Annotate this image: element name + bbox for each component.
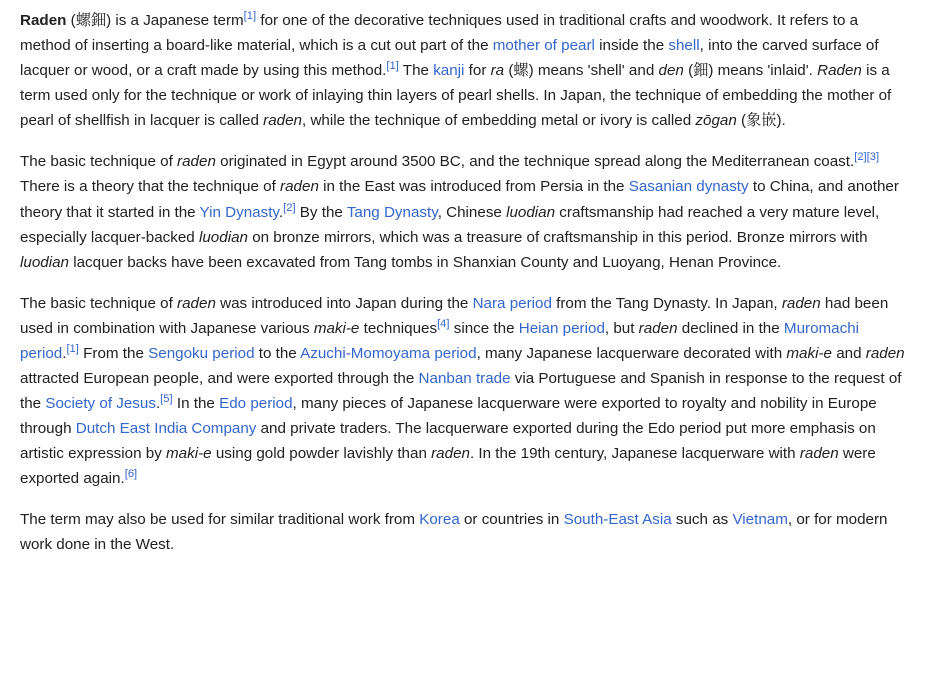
body-text: ). xyxy=(776,112,786,130)
body-text: The term may also be used for similar traditional work from xyxy=(20,511,420,529)
body-text: on bronze mirrors, which was a treasure of craftsmanship in this period. Bronze mirrors with xyxy=(247,228,868,246)
wiki-link[interactable]: shell xyxy=(668,37,700,55)
paragraph xyxy=(20,291,907,492)
term-italic: raden xyxy=(638,319,678,337)
paragraph xyxy=(20,8,907,133)
body-text: ( xyxy=(683,62,694,80)
body-text: ( xyxy=(66,12,76,29)
term-italic: den xyxy=(658,62,684,80)
reference-link[interactable]: [1] xyxy=(66,342,79,355)
body-text: craftsmanship had reached a very mature level, especially lacquer-backed xyxy=(20,203,880,246)
body-text: By the xyxy=(295,203,347,221)
reference-link[interactable]: [1] xyxy=(386,60,399,73)
wiki-link[interactable]: Dutch East India Company xyxy=(75,420,257,438)
paragraph xyxy=(20,507,907,557)
body-text: and private traders. The lacquerware exported during the Edo period put more emphasis on artistic expression by xyxy=(20,420,876,463)
wiki-link[interactable]: Heian period xyxy=(518,319,605,337)
body-text: . xyxy=(155,395,161,413)
body-text: techniques xyxy=(359,319,438,337)
body-text: lacquer backs have been excavated from Tang tombs in Shanxian County and Luoyang, Henan Province. xyxy=(68,253,782,271)
body-text: , into the carved surface of lacquer or wood, or a craft made by using this method. xyxy=(20,37,879,80)
body-text: In the xyxy=(172,395,220,413)
term-italic: maki-e xyxy=(786,344,832,362)
term-italic: luodian xyxy=(506,203,556,221)
wiki-link[interactable]: Yin Dynasty xyxy=(199,203,279,221)
wiki-link[interactable]: mother of pearl xyxy=(492,37,595,55)
body-text: There is a theory that the technique of xyxy=(20,178,281,196)
body-text: since the xyxy=(449,319,519,337)
reference-link[interactable]: [5] xyxy=(160,393,173,406)
term-italic: raden xyxy=(177,294,216,312)
body-text: , but xyxy=(604,319,639,337)
body-text: in the East was introduced from Persia in the xyxy=(318,178,629,196)
body-text: originated in Egypt around 3500 BC, and the technique spread along the Mediterranean coast. xyxy=(215,153,855,171)
body-text: from the Tang Dynasty. In Japan, xyxy=(551,294,782,312)
reference-link[interactable]: [2] xyxy=(854,151,867,164)
body-text: such as xyxy=(671,511,733,529)
paragraph xyxy=(20,149,907,274)
term-italic: raden xyxy=(280,178,319,196)
body-text: or countries in xyxy=(459,511,564,529)
term-italic: luodian xyxy=(20,253,69,271)
term-italic: maki-e xyxy=(313,319,360,337)
wiki-link[interactable]: Muromachi period xyxy=(20,319,860,362)
reference-link[interactable]: [2] xyxy=(283,201,296,214)
term-bold: Raden xyxy=(20,12,67,29)
body-text: , many pieces of Japanese lacquerware were exported to royalty and nobility in Europe through xyxy=(20,395,877,438)
wiki-link[interactable]: Azuchi-Momoyama period xyxy=(300,344,477,362)
body-text: declined in the xyxy=(677,319,784,337)
body-text: inside the xyxy=(594,37,669,55)
term-italic: raden xyxy=(865,344,905,362)
term-italic: luodian xyxy=(198,228,248,246)
japanese-text: 螺 xyxy=(513,61,529,80)
body-text: is a term used only for the technique or work of inlaying thin layers of pearl shells. In Japan, the technique of embedding the mother of pearl of shellfish in lacquer is called xyxy=(20,62,892,130)
body-text: for xyxy=(464,62,491,80)
reference-link[interactable]: [3] xyxy=(866,151,880,164)
body-text: . In the 19th century, Japanese lacquerware with xyxy=(469,445,800,463)
body-text: From the xyxy=(78,344,149,362)
body-text: to China, and another theory that it started in the xyxy=(20,178,899,221)
body-text: . xyxy=(278,203,284,221)
term-italic: Raden xyxy=(817,62,862,80)
body-text: ) means 'shell' and xyxy=(528,62,659,80)
term-italic: raden xyxy=(177,153,216,171)
body-text: for one of the decorative techniques used in traditional crafts and woodwork. It refers to a method of inserting a board-like material, which is a cut out part of the xyxy=(20,12,859,55)
term-italic: raden xyxy=(781,294,821,312)
body-text: attracted European people, and were exported through the xyxy=(20,370,419,388)
body-text: The basic technique of xyxy=(20,153,178,171)
japanese-text: 鈿 xyxy=(693,61,709,80)
body-text: . xyxy=(62,344,67,362)
body-text: ( xyxy=(504,62,514,80)
body-text: were exported again. xyxy=(20,445,876,488)
body-text: ) is a Japanese term xyxy=(106,12,244,29)
wiki-link[interactable]: Nara period xyxy=(472,294,552,312)
wiki-link[interactable]: Vietnam xyxy=(732,511,788,529)
body-text: The basic technique of xyxy=(20,294,178,312)
body-text: using gold powder lavishly than xyxy=(211,445,432,463)
reference-link[interactable]: [4] xyxy=(437,317,450,330)
reference-link[interactable]: [6] xyxy=(124,468,138,481)
body-text: The xyxy=(398,62,434,80)
body-text: , while the technique of embedding metal or ivory is called xyxy=(302,112,696,130)
wiki-link[interactable]: South-East Asia xyxy=(563,511,672,529)
body-text: , or for modern work done in the West. xyxy=(20,511,888,554)
body-text: via Portuguese and Spanish in response to the request of the xyxy=(20,370,902,413)
japanese-text: 象嵌 xyxy=(746,111,777,130)
term-italic: maki-e xyxy=(166,445,212,463)
body-text: , Chinese xyxy=(437,203,507,221)
reference-link[interactable]: [1] xyxy=(243,9,257,22)
wiki-link[interactable]: Edo period xyxy=(219,395,293,413)
body-text: had been used in combination with Japanese various xyxy=(20,294,889,337)
wiki-link[interactable]: Sasanian dynasty xyxy=(628,178,749,196)
term-italic: raden xyxy=(799,445,839,463)
body-text: was introduced into Japan during the xyxy=(215,294,473,312)
body-text: ( xyxy=(736,112,747,130)
term-italic: ra xyxy=(490,62,505,80)
body-text: and xyxy=(831,344,866,362)
body-text: to the xyxy=(254,344,301,362)
wiki-link[interactable]: Society of Jesus xyxy=(45,395,156,413)
wiki-link[interactable]: Tang Dynasty xyxy=(346,203,438,221)
term-italic: zōgan xyxy=(695,112,737,130)
body-text: , many Japanese lacquerware decorated with xyxy=(476,344,787,362)
wiki-link[interactable]: kanji xyxy=(433,62,465,80)
wiki-link[interactable]: Sengoku period xyxy=(148,344,255,362)
japanese-text: 螺鈿 xyxy=(75,11,107,29)
wiki-link[interactable]: Korea xyxy=(419,511,460,529)
wiki-link[interactable]: Nanban trade xyxy=(418,370,511,388)
term-italic: raden xyxy=(431,445,470,463)
body-text: ) means 'inlaid'. xyxy=(708,62,818,80)
term-italic: raden xyxy=(263,112,302,130)
